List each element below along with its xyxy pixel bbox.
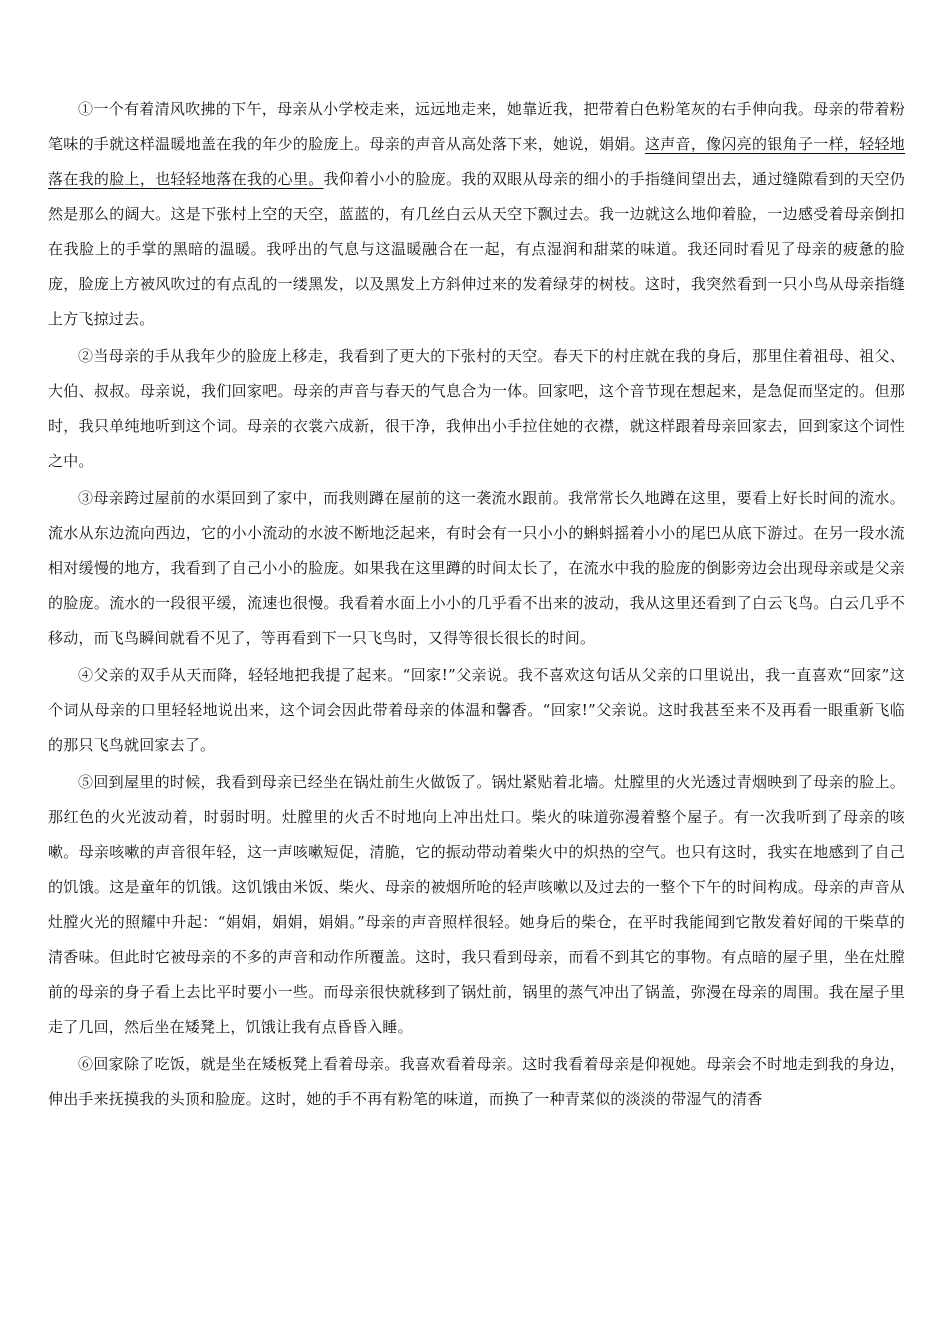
paragraph-1-text-before: ①一个有着清风吹拂的下午，母亲从小学校走来，远远地走来，她靠近我，把带着白色粉笔灰的右手伸向我。母亲的带着粉笔味的手就这样温暖地盖在我的年少的脸庞上。母亲的声音从高处落下来，她说，娟娟。 xyxy=(48,100,905,153)
paragraph-6: ⑥回家除了吃饭，就是坐在矮板凳上看着母亲。我喜欢看着母亲。这时我看着母亲是仰视她。母亲会不时地走到我的身边，伸出手来抚摸我的头顶和脸庞。这时，她的手不再有粉笔的味道，而换了一种青菜似的淡淡的带湿气的清香 xyxy=(48,1055,905,1108)
paragraph-3: ③母亲跨过屋前的水渠回到了家中，而我则蹲在屋前的这一袭流水跟前。我常常长久地蹲在这里，要看上好长时间的流水。流水从东边流向西边，它的小小流动的水波不断地泛起来，有时会有一只小小的蝌蚪摇着小小的尾巴从底下游过。在另一段水流相对缓慢的地方，我看到了自己小小的脸庞。如果我在这里蹲的时间太长了，在流水中我的脸庞的倒影旁边会出现母亲或是父亲的脸庞。流水的一段很平缓，流速也很慢。我看着水面上小小的几乎看不出来的波动，我从这里还看到了白云飞鸟。白云几乎不移动，而飞鸟瞬间就看不见了，等再看到下一只飞鸟时，又得等很长很长的时间。 xyxy=(48,489,905,647)
paragraph-5: ⑤回到屋里的时候，我看到母亲已经坐在锅灶前生火做饭了。锅灶紧贴着北墙。灶膛里的火光透过青烟映到了母亲的脸上。那红色的火光波动着，时弱时明。灶膛里的火舌不时地向上冲出灶口。柴火的味道弥漫着整个屋子。有一次我听到了母亲的咳嗽。母亲咳嗽的声音很年轻，这一声咳嗽短促，清脆，它的振动带动着柴火中的炽热的空气。也只有这时，我实在地感到了自己的饥饿。这是童年的饥饿。这饥饿由米饭、柴火、母亲的被烟所呛的轻声咳嗽以及过去的一整个下午的时间构成。母亲的声音从灶膛火光的照耀中升起：“娟娟，娟娟，娟娟。”母亲的声音照样很轻。她身后的柴仓，在平时我能闻到它散发着好闻的干柴草的清香味。但此时它被母亲的不多的声音和动作所覆盖。这时，我只看到母亲，而看不到其它的事物。有点暗的屋子里，坐在灶膛前的母亲的身子看上去比平时要小一些。而母亲很快就移到了锅灶前，锅里的蒸气冲出了锅盖，弥漫在母亲的周围。我在屋子里走了几回，然后坐在矮凳上，饥饿让我有点昏昏入睡。 xyxy=(48,773,905,1036)
paragraph-1 xyxy=(48,92,905,337)
article-body xyxy=(48,92,905,1117)
paragraph-2: ②当母亲的手从我年少的脸庞上移走，我看到了更大的下张村的天空。春天下的村庄就在我的身后，那里住着祖母、祖父、大伯、叔叔。母亲说，我们回家吧。母亲的声音与春天的气息合为一体。回家吧，这个音节现在想起来，是急促而坚定的。但那时，我只单纯地听到这个词。母亲的衣裳六成新，很干净，我伸出小手拉住她的衣襟，就这样跟着母亲回家去，回到家这个词性之中。 xyxy=(48,347,905,470)
paragraph-4: ④父亲的双手从天而降，轻轻地把我提了起来。“回家!”父亲说。我不喜欢这句话从父亲的口里说出，我一直喜欢“回家”这个词从母亲的口里轻轻地说出来，这个词会因此带着母亲的体温和馨香。“回家!”父亲说。这时我甚至来不及再看一眼重新飞临的那只飞鸟就回家去了。 xyxy=(48,666,905,754)
paragraph-1-underlined-sentence: 这声音，像闪亮的银角子一样，轻轻地落在我的脸上，也轻轻地落在我的心里。 xyxy=(48,135,905,188)
paragraph-1-text-after: 我仰着小小的脸庞。我的双眼从母亲的细小的手指缝间望出去，通过缝隙看到的天空仍然是那么的阔大。这是下张村上空的天空，蓝蓝的，有几丝白云从天空下飘过去。我一边就这么地仰着脸，一边感受着母亲倒扣在我脸上的手掌的黑暗的温暖。我呼出的气息与这温暖融合在一起，有点湿润和甜菜的味道。我还同时看见了母亲的疲惫的脸庞，脸庞上方被风吹过的有点乱的一缕黑发，以及黑发上方斜伸过来的发着绿芽的树枝。这时，我突然看到一只小鸟从母亲指缝上方飞掠过去。 xyxy=(48,170,905,328)
